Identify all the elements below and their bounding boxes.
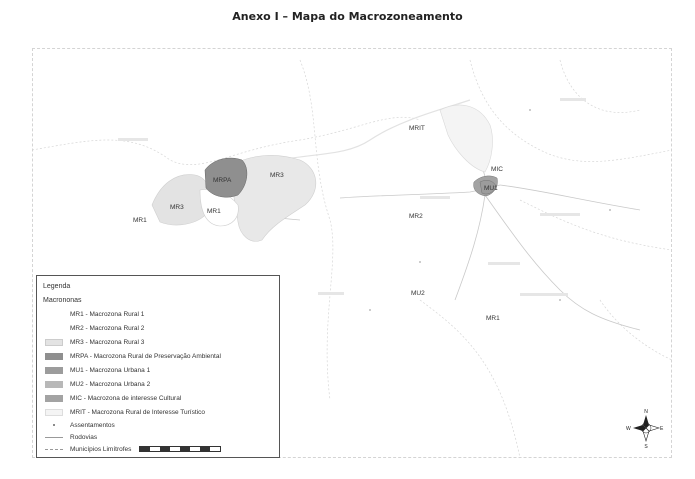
legend-item-rodovias: Rodovias — [45, 432, 97, 442]
legend-item-mrit: MRIT - Macrozona Rural de Interesse Turístico — [45, 407, 205, 417]
legend-item-municipios: Municípios Limítrofes — [45, 444, 221, 454]
swatch-mrit — [45, 409, 63, 416]
legend-item-assentamentos: Assentamentos — [45, 420, 115, 430]
swatch-mic — [45, 395, 63, 402]
label-mrpa: MRPA — [213, 177, 232, 184]
legend-item-mr2: MR2 - Macrozona Rural 2 — [45, 323, 144, 333]
label-mr1-east: MR1 — [486, 315, 500, 322]
legend-title: Legenda — [43, 283, 71, 290]
legend-item-mrpa: MRPA - Macrozona Rural de Preservação Ambiental — [45, 351, 221, 361]
legend-item-mr1: MR1 - Macrozona Rural 1 — [45, 309, 144, 319]
road-line-icon — [45, 434, 63, 441]
compass-e: E — [660, 426, 664, 432]
compass-s: S — [644, 444, 648, 450]
label-mu1: MU1 — [484, 185, 498, 192]
map-title: Anexo I – Mapa do Macrozoneamento — [232, 10, 463, 23]
legend-item-mu1: MU1 - Macrozona Urbana 1 — [45, 365, 150, 375]
label-mrit: MRIT — [409, 125, 425, 132]
scale-bar — [139, 446, 221, 452]
swatch-mrpa — [45, 353, 63, 360]
compass-n: N — [644, 409, 648, 415]
label-mr3-east: MR3 — [270, 172, 284, 179]
label-mu2: MU2 — [411, 290, 425, 297]
label-mr2: MR2 — [409, 213, 423, 220]
dot-icon — [45, 422, 63, 429]
label-mr1-center: MR1 — [207, 208, 221, 215]
compass-rose-icon — [626, 409, 664, 450]
border-line-icon — [45, 446, 63, 453]
swatch-mr1 — [45, 311, 63, 318]
legend-item-mr3: MR3 - Macrozona Rural 3 — [45, 337, 144, 347]
legend-item-mic: MIC - Macrozona de interesse Cultural — [45, 393, 181, 403]
map-legend — [36, 275, 280, 458]
compass-w: W — [626, 426, 631, 432]
swatch-mr3 — [45, 339, 63, 346]
legend-subtitle: Macrononas — [43, 297, 82, 304]
swatch-mr2 — [45, 325, 63, 332]
swatch-mu2 — [45, 381, 63, 388]
label-mr3-west: MR3 — [170, 204, 184, 211]
legend-item-mu2: MU2 - Macrozona Urbana 2 — [45, 379, 150, 389]
label-mic: MIC — [491, 166, 503, 173]
label-mr1-west: MR1 — [133, 217, 147, 224]
swatch-mu1 — [45, 367, 63, 374]
zone-mrit — [440, 105, 492, 172]
